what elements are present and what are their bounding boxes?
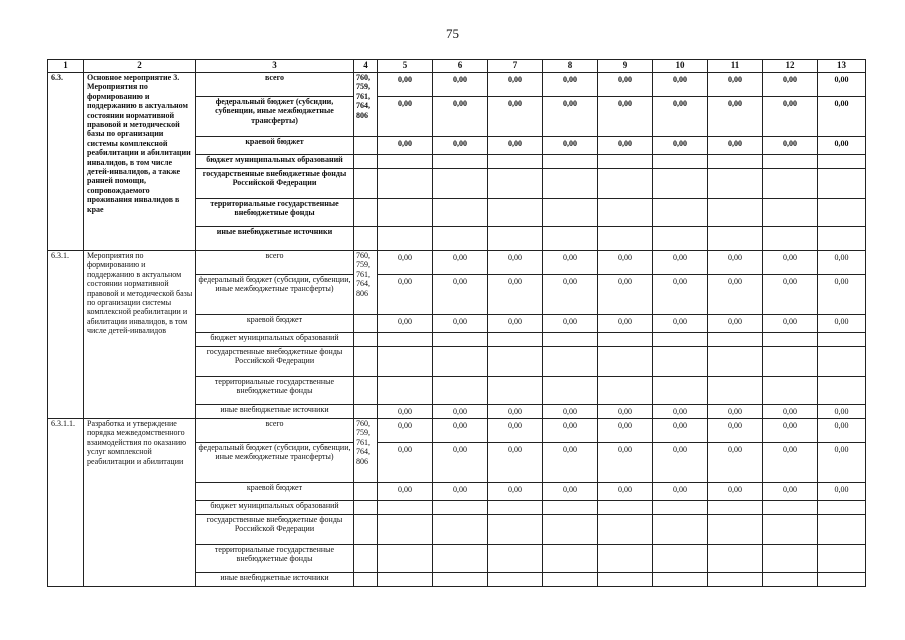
value-cell: 0,00 — [488, 443, 543, 483]
funding-source: бюджет муниципальных образований — [196, 333, 354, 347]
column-header-8: 8 — [543, 60, 598, 73]
value-cell — [488, 199, 543, 227]
value-cell — [763, 227, 818, 251]
value-cell: 0,00 — [433, 137, 488, 155]
value-cell: 0,00 — [763, 443, 818, 483]
value-cell — [488, 227, 543, 251]
value-cell: 0,00 — [818, 97, 866, 137]
value-cell — [488, 501, 543, 515]
value-cell: 0,00 — [763, 275, 818, 315]
column-header-6: 6 — [433, 60, 488, 73]
page-number: 75 — [446, 26, 459, 41]
value-cell — [488, 333, 543, 347]
value-cell: 0,00 — [598, 405, 653, 419]
value-cell — [708, 377, 763, 405]
value-cell — [708, 515, 763, 545]
value-cell — [598, 169, 653, 199]
value-cell: 0,00 — [543, 275, 598, 315]
funding-source: государственные внебюджетные фонды Российской Федерации — [196, 515, 354, 545]
funding-source: краевой бюджет — [196, 483, 354, 501]
value-cell — [433, 515, 488, 545]
value-cell: 0,00 — [378, 73, 433, 97]
value-cell — [818, 169, 866, 199]
value-cell: 0,00 — [708, 315, 763, 333]
funding-source: всего — [196, 73, 354, 97]
value-cell — [763, 545, 818, 573]
value-cell — [653, 377, 708, 405]
value-cell: 0,00 — [818, 251, 866, 275]
value-cell — [488, 545, 543, 573]
value-cell: 0,00 — [598, 73, 653, 97]
value-cell: 0,00 — [488, 137, 543, 155]
value-cell — [763, 155, 818, 169]
item-name: Мероприятия по формированию и поддержанию в актуальном состоянии нормативной правовой и методической базы по организации системы комплексной реабилитации и абилитации инвалидов, в том числе детей-инвалидов — [84, 251, 196, 419]
value-cell — [598, 155, 653, 169]
funding-source: территориальные государственные внебюджетные фонды — [196, 377, 354, 405]
value-cell: 0,00 — [708, 97, 763, 137]
value-cell: 0,00 — [763, 483, 818, 501]
table-row — [48, 73, 866, 97]
value-cell — [433, 333, 488, 347]
value-cell — [488, 347, 543, 377]
value-cell — [763, 347, 818, 377]
value-cell: 0,00 — [378, 483, 433, 501]
value-cell: 0,00 — [653, 275, 708, 315]
column-header-10: 10 — [653, 60, 708, 73]
value-cell — [378, 573, 433, 587]
value-cell: 0,00 — [818, 73, 866, 97]
value-cell: 0,00 — [488, 483, 543, 501]
value-cell: 0,00 — [378, 443, 433, 483]
value-cell: 0,00 — [653, 405, 708, 419]
value-cell — [378, 199, 433, 227]
value-cell: 0,00 — [543, 315, 598, 333]
value-cell — [708, 199, 763, 227]
value-cell: 0,00 — [488, 419, 543, 443]
value-cell: 0,00 — [763, 315, 818, 333]
value-cell: 0,00 — [433, 419, 488, 443]
value-cell — [433, 155, 488, 169]
value-cell: 0,00 — [818, 315, 866, 333]
value-cell: 0,00 — [598, 419, 653, 443]
grbs-empty-cell — [354, 315, 378, 333]
value-cell: 0,00 — [433, 315, 488, 333]
item-code: 6.3. — [48, 73, 84, 251]
column-header-12: 12 — [763, 60, 818, 73]
value-cell — [488, 573, 543, 587]
header-row — [48, 60, 866, 73]
value-cell — [433, 227, 488, 251]
value-cell — [598, 545, 653, 573]
value-cell — [818, 501, 866, 515]
value-cell — [378, 377, 433, 405]
value-cell: 0,00 — [818, 443, 866, 483]
value-cell: 0,00 — [653, 97, 708, 137]
funding-source: федеральный бюджет (субсидии, субвенции, иные межбюджетные трансферты) — [196, 97, 354, 137]
funding-source: иные внебюджетные источники — [196, 573, 354, 587]
value-cell — [763, 169, 818, 199]
value-cell: 0,00 — [488, 251, 543, 275]
item-name: Основное мероприятие 3. Мероприятия по формированию и поддержанию в актуальном состоянии нормативной правовой и методической базы по организации системы комплексной реабилитации и абилитации инвалидов, в том числе детей-инвалидов, а также ранней помощи, сопровождаемого проживания инвалидов в крае — [84, 73, 196, 251]
item-code: 6.3.1.1. — [48, 419, 84, 587]
column-header-11: 11 — [708, 60, 763, 73]
value-cell: 0,00 — [433, 97, 488, 137]
grbs-empty-cell — [354, 515, 378, 545]
budget-table — [47, 59, 866, 587]
grbs-empty-cell — [354, 169, 378, 199]
table-row — [48, 419, 866, 443]
grbs-codes: 760, 759, 761, 764, 806 — [354, 73, 378, 137]
value-cell: 0,00 — [543, 137, 598, 155]
value-cell: 0,00 — [763, 137, 818, 155]
value-cell — [433, 377, 488, 405]
item-code: 6.3.1. — [48, 251, 84, 419]
value-cell: 0,00 — [543, 483, 598, 501]
grbs-empty-cell — [354, 333, 378, 347]
value-cell — [653, 347, 708, 377]
grbs-empty-cell — [354, 501, 378, 515]
value-cell — [653, 573, 708, 587]
value-cell — [433, 545, 488, 573]
value-cell — [543, 333, 598, 347]
value-cell — [378, 347, 433, 377]
value-cell: 0,00 — [653, 443, 708, 483]
value-cell — [708, 545, 763, 573]
value-cell: 0,00 — [708, 251, 763, 275]
value-cell — [488, 155, 543, 169]
value-cell — [543, 545, 598, 573]
grbs-empty-cell — [354, 227, 378, 251]
value-cell: 0,00 — [433, 275, 488, 315]
value-cell: 0,00 — [708, 443, 763, 483]
value-cell: 0,00 — [818, 483, 866, 501]
value-cell: 0,00 — [653, 137, 708, 155]
value-cell: 0,00 — [378, 137, 433, 155]
value-cell — [653, 333, 708, 347]
value-cell — [598, 515, 653, 545]
value-cell — [818, 515, 866, 545]
table-body — [48, 73, 866, 587]
column-header-7: 7 — [488, 60, 543, 73]
value-cell — [488, 377, 543, 405]
value-cell: 0,00 — [708, 483, 763, 501]
value-cell: 0,00 — [598, 315, 653, 333]
value-cell — [763, 199, 818, 227]
value-cell — [763, 501, 818, 515]
value-cell — [598, 347, 653, 377]
value-cell — [818, 377, 866, 405]
value-cell: 0,00 — [763, 97, 818, 137]
value-cell — [433, 199, 488, 227]
value-cell — [433, 573, 488, 587]
value-cell: 0,00 — [653, 419, 708, 443]
value-cell: 0,00 — [488, 405, 543, 419]
grbs-empty-cell — [354, 347, 378, 377]
value-cell: 0,00 — [708, 275, 763, 315]
funding-source: иные внебюджетные источники — [196, 405, 354, 419]
value-cell: 0,00 — [818, 137, 866, 155]
value-cell: 0,00 — [433, 73, 488, 97]
column-header-5: 5 — [378, 60, 433, 73]
value-cell — [818, 573, 866, 587]
grbs-empty-cell — [354, 545, 378, 573]
value-cell: 0,00 — [543, 73, 598, 97]
value-cell: 0,00 — [378, 419, 433, 443]
value-cell — [818, 347, 866, 377]
column-header-3: 3 — [196, 60, 354, 73]
value-cell — [763, 573, 818, 587]
funding-source: краевой бюджет — [196, 315, 354, 333]
funding-source: территориальные государственные внебюджетные фонды — [196, 199, 354, 227]
value-cell — [708, 501, 763, 515]
value-cell — [598, 333, 653, 347]
value-cell: 0,00 — [763, 405, 818, 419]
value-cell — [763, 515, 818, 545]
value-cell: 0,00 — [543, 97, 598, 137]
value-cell: 0,00 — [708, 73, 763, 97]
value-cell: 0,00 — [433, 483, 488, 501]
value-cell — [543, 169, 598, 199]
value-cell: 0,00 — [818, 405, 866, 419]
grbs-empty-cell — [354, 155, 378, 169]
value-cell: 0,00 — [653, 483, 708, 501]
value-cell: 0,00 — [708, 137, 763, 155]
value-cell — [653, 155, 708, 169]
value-cell: 0,00 — [598, 97, 653, 137]
column-header-13: 13 — [818, 60, 866, 73]
column-header-9: 9 — [598, 60, 653, 73]
value-cell: 0,00 — [598, 483, 653, 501]
value-cell — [598, 377, 653, 405]
value-cell: 0,00 — [543, 405, 598, 419]
value-cell — [653, 199, 708, 227]
value-cell — [653, 545, 708, 573]
value-cell — [488, 169, 543, 199]
value-cell — [653, 169, 708, 199]
value-cell — [543, 155, 598, 169]
value-cell — [818, 155, 866, 169]
grbs-empty-cell — [354, 573, 378, 587]
value-cell: 0,00 — [708, 405, 763, 419]
funding-source: государственные внебюджетные фонды Российской Федерации — [196, 347, 354, 377]
funding-source: государственные внебюджетные фонды Российской Федерации — [196, 169, 354, 199]
grbs-codes: 760, 759, 761, 764, 806 — [354, 419, 378, 483]
value-cell — [818, 333, 866, 347]
grbs-empty-cell — [354, 483, 378, 501]
value-cell — [598, 501, 653, 515]
value-cell: 0,00 — [763, 73, 818, 97]
grbs-empty-cell — [354, 137, 378, 155]
value-cell — [543, 515, 598, 545]
value-cell — [708, 227, 763, 251]
funding-source: всего — [196, 251, 354, 275]
value-cell: 0,00 — [763, 251, 818, 275]
value-cell: 0,00 — [433, 251, 488, 275]
value-cell — [433, 501, 488, 515]
grbs-empty-cell — [354, 405, 378, 419]
grbs-codes: 760, 759, 761, 764, 806 — [354, 251, 378, 315]
value-cell: 0,00 — [653, 315, 708, 333]
value-cell: 0,00 — [818, 419, 866, 443]
value-cell — [488, 515, 543, 545]
funding-source: всего — [196, 419, 354, 443]
value-cell: 0,00 — [653, 73, 708, 97]
column-header-2: 2 — [84, 60, 196, 73]
value-cell: 0,00 — [708, 419, 763, 443]
value-cell: 0,00 — [598, 137, 653, 155]
value-cell: 0,00 — [433, 443, 488, 483]
value-cell: 0,00 — [378, 97, 433, 137]
grbs-empty-cell — [354, 199, 378, 227]
value-cell — [378, 545, 433, 573]
value-cell — [708, 333, 763, 347]
value-cell — [378, 169, 433, 199]
value-cell: 0,00 — [378, 251, 433, 275]
item-name: Разработка и утверждение порядка межведомственного взаимодействия по оказанию услуг комплексной реабилитации и абилитации — [84, 419, 196, 587]
column-header-4: 4 — [354, 60, 378, 73]
value-cell — [818, 545, 866, 573]
funding-source: бюджет муниципальных образований — [196, 501, 354, 515]
value-cell — [763, 333, 818, 347]
value-cell: 0,00 — [653, 251, 708, 275]
value-cell — [653, 515, 708, 545]
value-cell — [433, 347, 488, 377]
value-cell — [708, 155, 763, 169]
column-header-1: 1 — [48, 60, 84, 73]
value-cell — [763, 377, 818, 405]
value-cell — [708, 169, 763, 199]
value-cell: 0,00 — [598, 251, 653, 275]
value-cell — [378, 333, 433, 347]
value-cell: 0,00 — [543, 419, 598, 443]
value-cell — [378, 155, 433, 169]
value-cell: 0,00 — [488, 73, 543, 97]
value-cell — [653, 501, 708, 515]
value-cell: 0,00 — [488, 275, 543, 315]
value-cell — [708, 573, 763, 587]
value-cell: 0,00 — [763, 419, 818, 443]
value-cell — [433, 169, 488, 199]
table-row — [48, 251, 866, 275]
value-cell — [708, 347, 763, 377]
funding-source: краевой бюджет — [196, 137, 354, 155]
value-cell — [543, 347, 598, 377]
grbs-empty-cell — [354, 377, 378, 405]
value-cell — [378, 501, 433, 515]
funding-source: федеральный бюджет (субсидии, субвенции, иные межбюджетные трансферты) — [196, 275, 354, 315]
value-cell — [543, 227, 598, 251]
value-cell — [543, 199, 598, 227]
value-cell: 0,00 — [433, 405, 488, 419]
funding-source: территориальные государственные внебюджетные фонды — [196, 545, 354, 573]
value-cell — [543, 573, 598, 587]
value-cell — [653, 227, 708, 251]
value-cell: 0,00 — [818, 275, 866, 315]
value-cell: 0,00 — [378, 315, 433, 333]
value-cell: 0,00 — [378, 275, 433, 315]
value-cell — [598, 573, 653, 587]
value-cell — [378, 515, 433, 545]
value-cell — [818, 227, 866, 251]
value-cell: 0,00 — [488, 315, 543, 333]
value-cell: 0,00 — [598, 443, 653, 483]
value-cell — [598, 227, 653, 251]
value-cell: 0,00 — [543, 251, 598, 275]
value-cell — [598, 199, 653, 227]
funding-source: бюджет муниципальных образований — [196, 155, 354, 169]
value-cell — [543, 377, 598, 405]
value-cell: 0,00 — [543, 443, 598, 483]
value-cell — [818, 199, 866, 227]
value-cell: 0,00 — [598, 275, 653, 315]
value-cell — [543, 501, 598, 515]
value-cell — [378, 227, 433, 251]
funding-source: федеральный бюджет (субсидии, субвенции, иные межбюджетные трансферты) — [196, 443, 354, 483]
value-cell: 0,00 — [378, 405, 433, 419]
value-cell: 0,00 — [488, 97, 543, 137]
funding-source: иные внебюджетные источники — [196, 227, 354, 251]
